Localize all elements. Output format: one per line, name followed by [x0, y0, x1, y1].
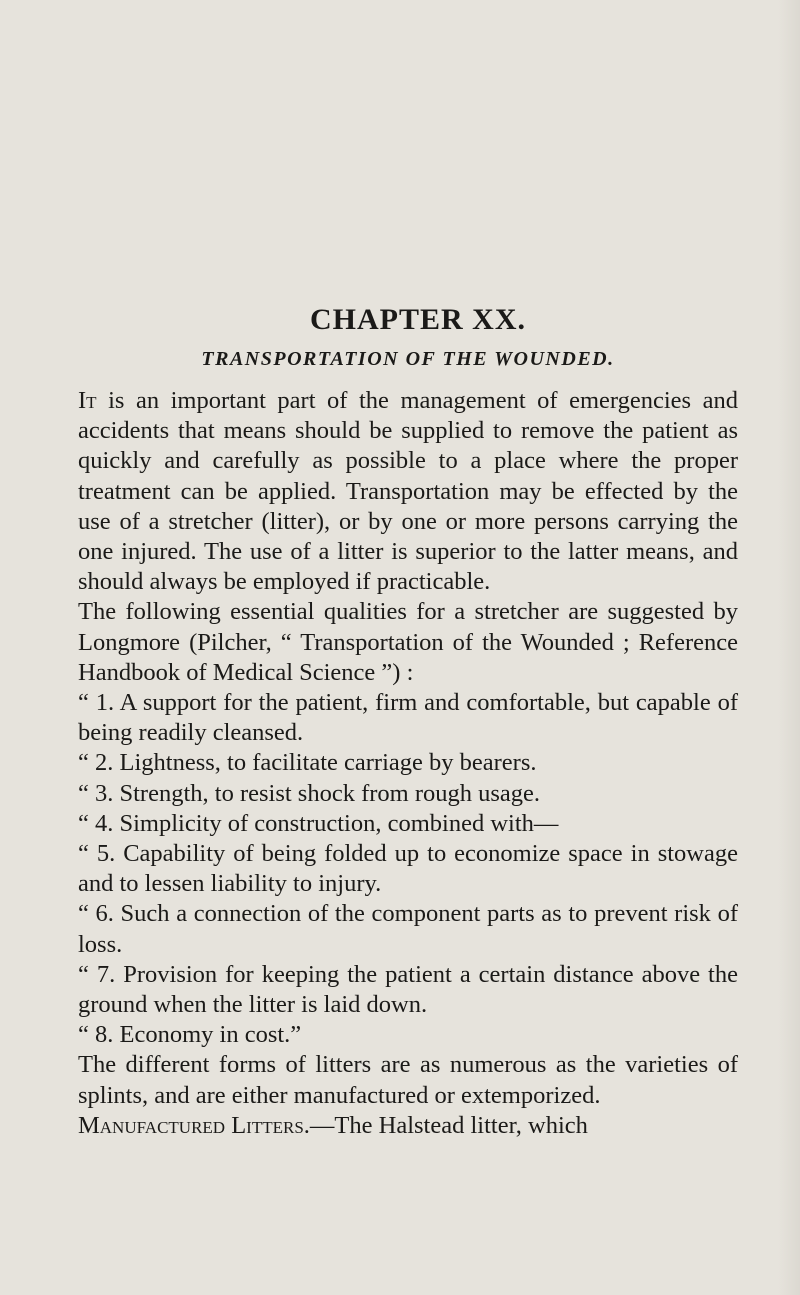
list-item	[78, 809, 738, 839]
chapter-subtitle: TRANSPORTATION OF THE WOUNDED.	[201, 348, 615, 370]
list-item	[78, 1020, 738, 1050]
list-item-text: “ 6. Such a connection of the component parts as to prevent risk of loss.	[78, 900, 738, 958]
list-item-text: “ 8. Economy in cost.”	[78, 1021, 302, 1049]
list-item	[78, 748, 738, 778]
list-item-text: “ 2. Lightness, to facilitate carriage by bearers.	[78, 749, 537, 777]
list-item-text: “ 3. Strength, to resist shock from rough usage.	[78, 779, 541, 807]
list-item-text: “ 4. Simplicity of construction, combined with—	[78, 809, 559, 837]
list-item-text: “ 1. A support for the patient, firm and comfortable, but capable of being readily cleansed.	[78, 689, 738, 747]
paragraph-text: —The Halstead litter, which	[309, 1111, 588, 1139]
paragraph-qualities	[78, 597, 738, 688]
paragraph-manufactured	[78, 1111, 738, 1141]
list-item	[78, 688, 738, 748]
paragraph-text: The different forms of litters are as numerous as the varieties of splints, and are either manufactured or extemporized.	[78, 1051, 738, 1109]
list-item-text: “ 7. Provision for keeping the patient a certain distance above the ground when the litter is laid down.	[78, 960, 738, 1019]
section-heading-inline: Manufactured Litters.	[78, 1111, 310, 1139]
paragraph-text: is an important part of the management of emergencies and accidents that means should be supplied to remove the patient as quickly and carefully as possible to a place where the proper treatment can be applied. Transportation may be effected by the use of a stretcher (litter), or by one or more persons carrying the one injured. The use of a litter is superior to the latter means, and should always be employed if practicable.	[78, 387, 738, 596]
list-item-text: “ 5. Capability of being folded up to economize space in stowage and to lessen liability to injury.	[78, 840, 738, 898]
page-edge-shadow	[778, 0, 800, 1295]
list-item	[78, 960, 738, 1020]
page-text	[78, 300, 738, 1141]
list-item	[78, 899, 738, 959]
chapter-title: CHAPTER XX.	[309, 303, 526, 336]
list-item	[78, 839, 738, 899]
paragraph-text: The following essential qualities for a stretcher are suggested by Longmore (Pilcher, “ Transportation of the Wounded ; Reference Handbook of Medical Science ”) :	[78, 598, 738, 686]
lead-in: It	[78, 387, 97, 414]
paragraph-intro	[78, 386, 738, 597]
list-item	[78, 779, 738, 809]
paragraph-forms	[78, 1050, 738, 1110]
